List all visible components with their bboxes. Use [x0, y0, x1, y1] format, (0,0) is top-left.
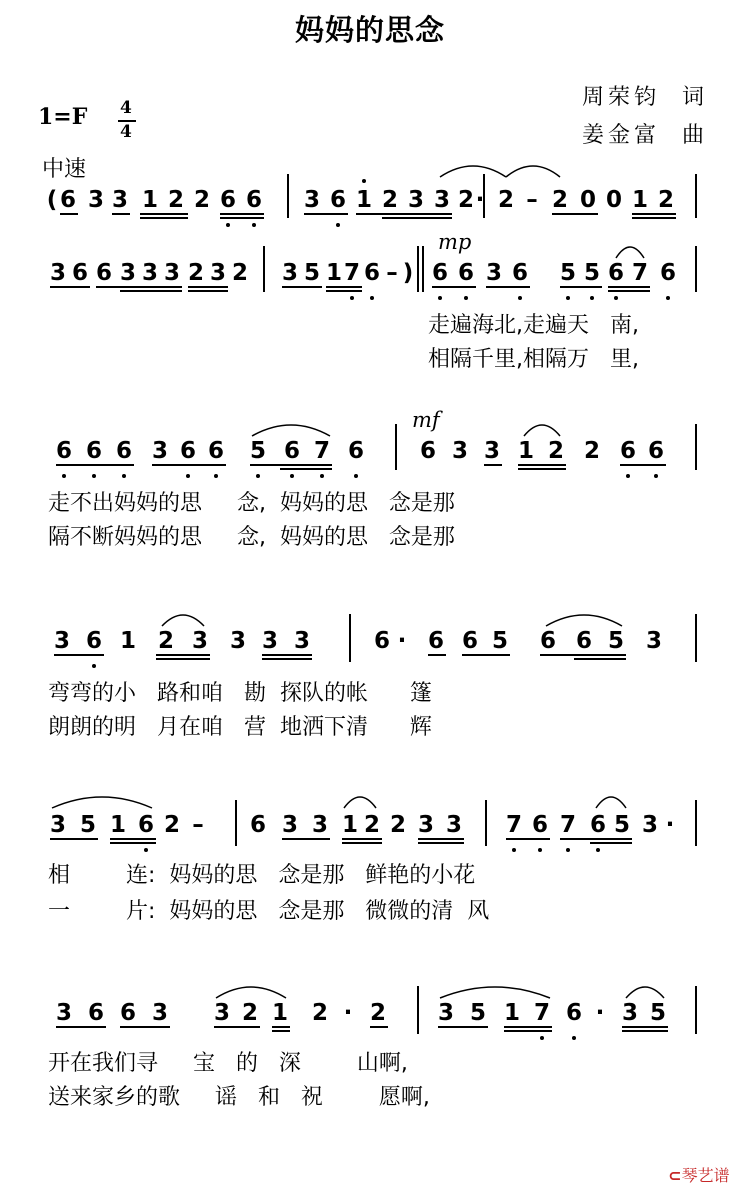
lyric-row6-verse1: 开在我们寻 宝 的 深 山啊,: [48, 1051, 408, 1076]
note: 0: [579, 187, 597, 213]
octave-dot: [464, 296, 468, 300]
note: 6: [137, 812, 155, 838]
tempo-marking: 中速: [42, 157, 87, 182]
note: 1: [355, 187, 373, 213]
dynamic-mp: mp: [438, 230, 472, 254]
note: 6: [245, 187, 263, 213]
watermark-text: 琴艺谱: [681, 1166, 730, 1185]
note: 6: [511, 260, 529, 286]
note: 6: [249, 812, 267, 838]
note: 3: [641, 812, 659, 838]
note: 1: [325, 260, 343, 286]
note: 2: [457, 187, 475, 213]
lyric-row6-verse2: 送来家乡的歌 谣 和 祝 愿啊,: [48, 1085, 430, 1110]
note: 6: [461, 628, 479, 654]
note: 3: [433, 187, 451, 213]
note: 6: [565, 1000, 583, 1026]
note: 5: [469, 1000, 487, 1026]
slur: [616, 247, 644, 258]
octave-dot: [290, 474, 294, 478]
note: 5: [607, 628, 625, 654]
slur: [52, 797, 152, 808]
octave-dot: [92, 664, 96, 668]
note: 2: [389, 812, 407, 838]
note: 6: [431, 260, 449, 286]
octave-dot: [566, 296, 570, 300]
note: 3: [281, 260, 299, 286]
note: 6: [87, 1000, 105, 1026]
note: 3: [407, 187, 425, 213]
note: 6: [373, 628, 391, 654]
note: 2: [163, 812, 181, 838]
note: 6: [607, 260, 625, 286]
time-signature-top: 4: [120, 98, 132, 118]
note: 3: [445, 812, 463, 838]
note: 2: [187, 260, 205, 286]
key-signature: 1=F: [38, 104, 88, 130]
note: (: [46, 187, 58, 213]
note: 3: [261, 628, 279, 654]
note: 3: [645, 628, 663, 654]
lyricist-credit: 周荣钧 词: [582, 85, 708, 110]
octave-dot: [654, 474, 658, 478]
note: 5: [649, 1000, 667, 1026]
octave-dot: [62, 474, 66, 478]
slur: [440, 987, 550, 998]
note: 2: [311, 1000, 329, 1026]
octave-dot: [350, 296, 354, 300]
note: 3: [451, 438, 469, 464]
note: 3: [55, 1000, 73, 1026]
slur: [162, 615, 204, 626]
note: 1: [109, 812, 127, 838]
slur: [506, 166, 560, 177]
note: 2: [369, 1000, 387, 1026]
octave-dot: [518, 296, 522, 300]
note: 1: [631, 187, 649, 213]
note: 6: [55, 438, 73, 464]
slur: [596, 797, 626, 808]
lyric-row5-verse1: 相 连: 妈妈的思 念是那 鲜艳的小花: [48, 863, 476, 888]
slur: [626, 987, 664, 998]
note: 2: [381, 187, 399, 213]
octave-dot: [626, 474, 630, 478]
note: 3: [49, 812, 67, 838]
note: 3: [209, 260, 227, 286]
note: 6: [419, 438, 437, 464]
lyric-row5-verse2: 一 片: 妈妈的思 念是那 微微的清 风: [48, 899, 490, 924]
note: 5: [491, 628, 509, 654]
note: 6: [283, 438, 301, 464]
note: ·: [397, 628, 407, 654]
note: 3: [281, 812, 299, 838]
watermark-icon: ⊂: [668, 1166, 682, 1185]
slur: [440, 166, 506, 177]
note: 6: [179, 438, 197, 464]
note: 2: [657, 187, 675, 213]
note: 6: [363, 260, 381, 286]
note: 3: [49, 260, 67, 286]
note: 3: [213, 1000, 231, 1026]
note: 3: [163, 260, 181, 286]
note: 6: [85, 438, 103, 464]
note: 7: [631, 260, 649, 286]
note: 3: [417, 812, 435, 838]
slur: [216, 987, 286, 998]
slur: [524, 425, 560, 436]
note: 3: [151, 1000, 169, 1026]
note: 3: [621, 1000, 639, 1026]
note: 6: [329, 187, 347, 213]
note: 2: [167, 187, 185, 213]
note: 2: [551, 187, 569, 213]
note: 2: [497, 187, 515, 213]
note: 3: [87, 187, 105, 213]
note: 7: [505, 812, 523, 838]
note: –: [386, 260, 398, 286]
octave-dot: [320, 474, 324, 478]
octave-dot: [214, 474, 218, 478]
note: 3: [111, 187, 129, 213]
note: 1: [119, 628, 137, 654]
note: 3: [483, 438, 501, 464]
note: 1: [503, 1000, 521, 1026]
octave-dot: [256, 474, 260, 478]
note: 1: [271, 1000, 289, 1026]
note: –: [526, 187, 538, 213]
note: 2: [583, 438, 601, 464]
octave-dot: [538, 848, 542, 852]
note: 2: [193, 187, 211, 213]
note: 2: [231, 260, 249, 286]
note: 5: [249, 438, 267, 464]
note: 6: [347, 438, 365, 464]
note: 5: [559, 260, 577, 286]
note: 3: [53, 628, 71, 654]
note: 6: [219, 187, 237, 213]
note: 6: [659, 260, 677, 286]
note: 2: [547, 438, 565, 464]
lyric-row2-verse2: 相隔千里,相隔万 里,: [428, 347, 639, 372]
note: 3: [151, 438, 169, 464]
note: 7: [313, 438, 331, 464]
octave-dot: [572, 1036, 576, 1040]
note: 6: [589, 812, 607, 838]
note: 6: [119, 1000, 137, 1026]
note: 6: [539, 628, 557, 654]
octave-dot: [614, 296, 618, 300]
note: 6: [85, 628, 103, 654]
octave-dot: [540, 1036, 544, 1040]
note: 2: [157, 628, 175, 654]
note: 3: [293, 628, 311, 654]
note: 6: [207, 438, 225, 464]
octave-dot: [596, 848, 600, 852]
note: 3: [303, 187, 321, 213]
note: ·: [475, 187, 485, 213]
note: 5: [613, 812, 631, 838]
note: 3: [229, 628, 247, 654]
octave-dot: [512, 848, 516, 852]
note: 6: [95, 260, 113, 286]
lyric-row3-verse2: 隔不断妈妈的思 念, 妈妈的思 念是那: [48, 525, 455, 550]
octave-dot: [122, 474, 126, 478]
slur: [344, 797, 376, 808]
octave-dot: [354, 474, 358, 478]
octave-dot: [362, 179, 366, 183]
note: 6: [647, 438, 665, 464]
note: 6: [115, 438, 133, 464]
dynamic-mf: mf: [412, 408, 440, 432]
composer-credit: 姜金富 曲: [582, 123, 708, 148]
note: 7: [343, 260, 361, 286]
note: 5: [303, 260, 321, 286]
note: 3: [191, 628, 209, 654]
note: 6: [619, 438, 637, 464]
octave-dot: [590, 296, 594, 300]
time-signature-bottom: 4: [120, 122, 132, 142]
note: 3: [141, 260, 159, 286]
note: 1: [517, 438, 535, 464]
note: ·: [343, 1000, 353, 1026]
song-title: 妈妈的思念: [294, 13, 445, 47]
note: 3: [311, 812, 329, 838]
note: 2: [241, 1000, 259, 1026]
note: 3: [485, 260, 503, 286]
watermark-logo: [658, 1144, 730, 1186]
octave-dot: [666, 296, 670, 300]
note: 5: [79, 812, 97, 838]
octave-dot: [438, 296, 442, 300]
note: 1: [141, 187, 159, 213]
octave-dot: [226, 223, 230, 227]
note: 2: [363, 812, 381, 838]
lyric-row4-verse1: 弯弯的小 路和咱 勘 探队的帐 篷: [48, 681, 432, 706]
note: 6: [427, 628, 445, 654]
note: 3: [437, 1000, 455, 1026]
note: ·: [665, 812, 675, 838]
slur: [252, 425, 330, 436]
lyric-row2-verse1: 走遍海北,走遍天 南,: [428, 313, 639, 338]
note: 7: [533, 1000, 551, 1026]
octave-dot: [92, 474, 96, 478]
note: 7: [559, 812, 577, 838]
note: 3: [119, 260, 137, 286]
note: ): [402, 260, 414, 286]
octave-dot: [370, 296, 374, 300]
octave-dot: [252, 223, 256, 227]
note: 6: [71, 260, 89, 286]
note: ·: [595, 1000, 605, 1026]
note: –: [192, 812, 204, 838]
slur: [546, 615, 622, 626]
note: 1: [341, 812, 359, 838]
octave-dot: [186, 474, 190, 478]
note: 6: [457, 260, 475, 286]
note: 5: [583, 260, 601, 286]
octave-dot: [144, 848, 148, 852]
octave-dot: [336, 223, 340, 227]
note: 0: [605, 187, 623, 213]
octave-dot: [566, 848, 570, 852]
note: 6: [531, 812, 549, 838]
note: 6: [59, 187, 77, 213]
lyric-row4-verse2: 朗朗的明 月在咱 营 地洒下清 辉: [48, 715, 432, 740]
note: 6: [575, 628, 593, 654]
lyric-row3-verse1: 走不出妈妈的思 念, 妈妈的思 念是那: [48, 491, 455, 516]
